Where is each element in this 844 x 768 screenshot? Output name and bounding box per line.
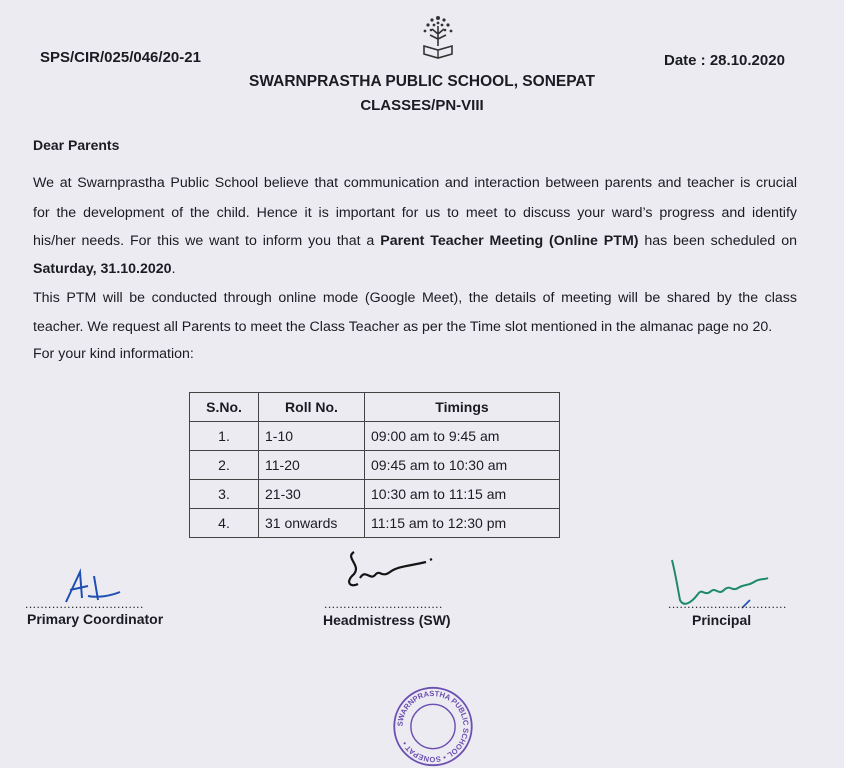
table-row	[190, 480, 560, 509]
principal-label: Principal	[692, 612, 752, 628]
cell-sno: 4.	[190, 509, 259, 538]
stamp-text: SWARNPRASTHA PUBLIC SCHOOL • SONEPAT •	[395, 689, 471, 764]
cell-roll-no: 1-10	[259, 422, 365, 451]
headmistress-signature	[340, 548, 440, 603]
header-timings: Timings	[365, 393, 560, 422]
cell-roll-no: 21-30	[259, 480, 365, 509]
school-stamp	[388, 685, 478, 768]
cell-timing: 10:30 am to 11:15 am	[365, 480, 560, 509]
paragraph-2-line-2: teacher. We request all Parents to meet the Class Teacher as per the Time slot mentioned in the almanac page no 20.	[33, 319, 773, 335]
table-row	[190, 451, 560, 480]
cell-timing: 09:00 am to 9:45 am	[365, 422, 560, 451]
paragraph-1-line-4	[33, 261, 176, 277]
line-3-text-start: his/her needs. For this we want to inform you that a	[33, 233, 375, 249]
cell-timing: 11:15 am to 12:30 pm	[365, 509, 560, 538]
table-row	[190, 422, 560, 451]
signature-line-primary: ...............................	[25, 597, 144, 611]
school-name: SWARNPRASTHA PUBLIC SCHOOL, SONEPAT	[249, 73, 595, 90]
circular-reference: SPS/CIR/025/046/20-21	[40, 49, 201, 66]
cell-roll-no: 31 onwards	[259, 509, 365, 538]
headmistress-label: Headmistress (SW)	[323, 612, 451, 628]
cell-roll-no: 11-20	[259, 451, 365, 480]
table-header-row	[190, 393, 560, 422]
signature-line-principal: ...............................	[668, 597, 787, 611]
ptm-highlight: Parent Teacher Meeting (Online PTM)	[380, 233, 639, 249]
table-row	[190, 509, 560, 538]
classes-line: CLASSES/PN-VIII	[360, 97, 484, 114]
paragraph-3: For your kind information:	[33, 346, 194, 362]
ptm-schedule-table	[189, 392, 560, 538]
ptm-date: Saturday, 31.10.2020	[33, 261, 172, 277]
line-3-text-end: has been scheduled on	[644, 233, 797, 249]
header-roll-no: Roll No.	[259, 393, 365, 422]
salutation: Dear Parents	[33, 137, 120, 153]
school-logo-icon	[416, 12, 460, 66]
paragraph-2-line-1: This PTM will be conducted through online mode (Google Meet), the details of meeting will be shared by the class	[33, 290, 797, 306]
paragraph-1-line-3	[33, 233, 797, 249]
circular-date: Date : 28.10.2020	[664, 52, 785, 69]
cell-sno: 2.	[190, 451, 259, 480]
header-sno: S.No.	[190, 393, 259, 422]
paragraph-1-line-2: for the development of the child. Hence it is important for us to meet to discuss your ward’s progress and identify	[33, 205, 797, 221]
signature-line-headmistress: ...............................	[324, 597, 443, 611]
line-4-period: .	[171, 261, 176, 277]
cell-timing: 09:45 am to 10:30 am	[365, 451, 560, 480]
paragraph-1-line-1: We at Swarnprastha Public School believe that communication and interaction between parents and teacher is crucial	[33, 175, 797, 191]
cell-sno: 1.	[190, 422, 259, 451]
cell-sno: 3.	[190, 480, 259, 509]
primary-coordinator-label: Primary Coordinator	[27, 611, 164, 627]
